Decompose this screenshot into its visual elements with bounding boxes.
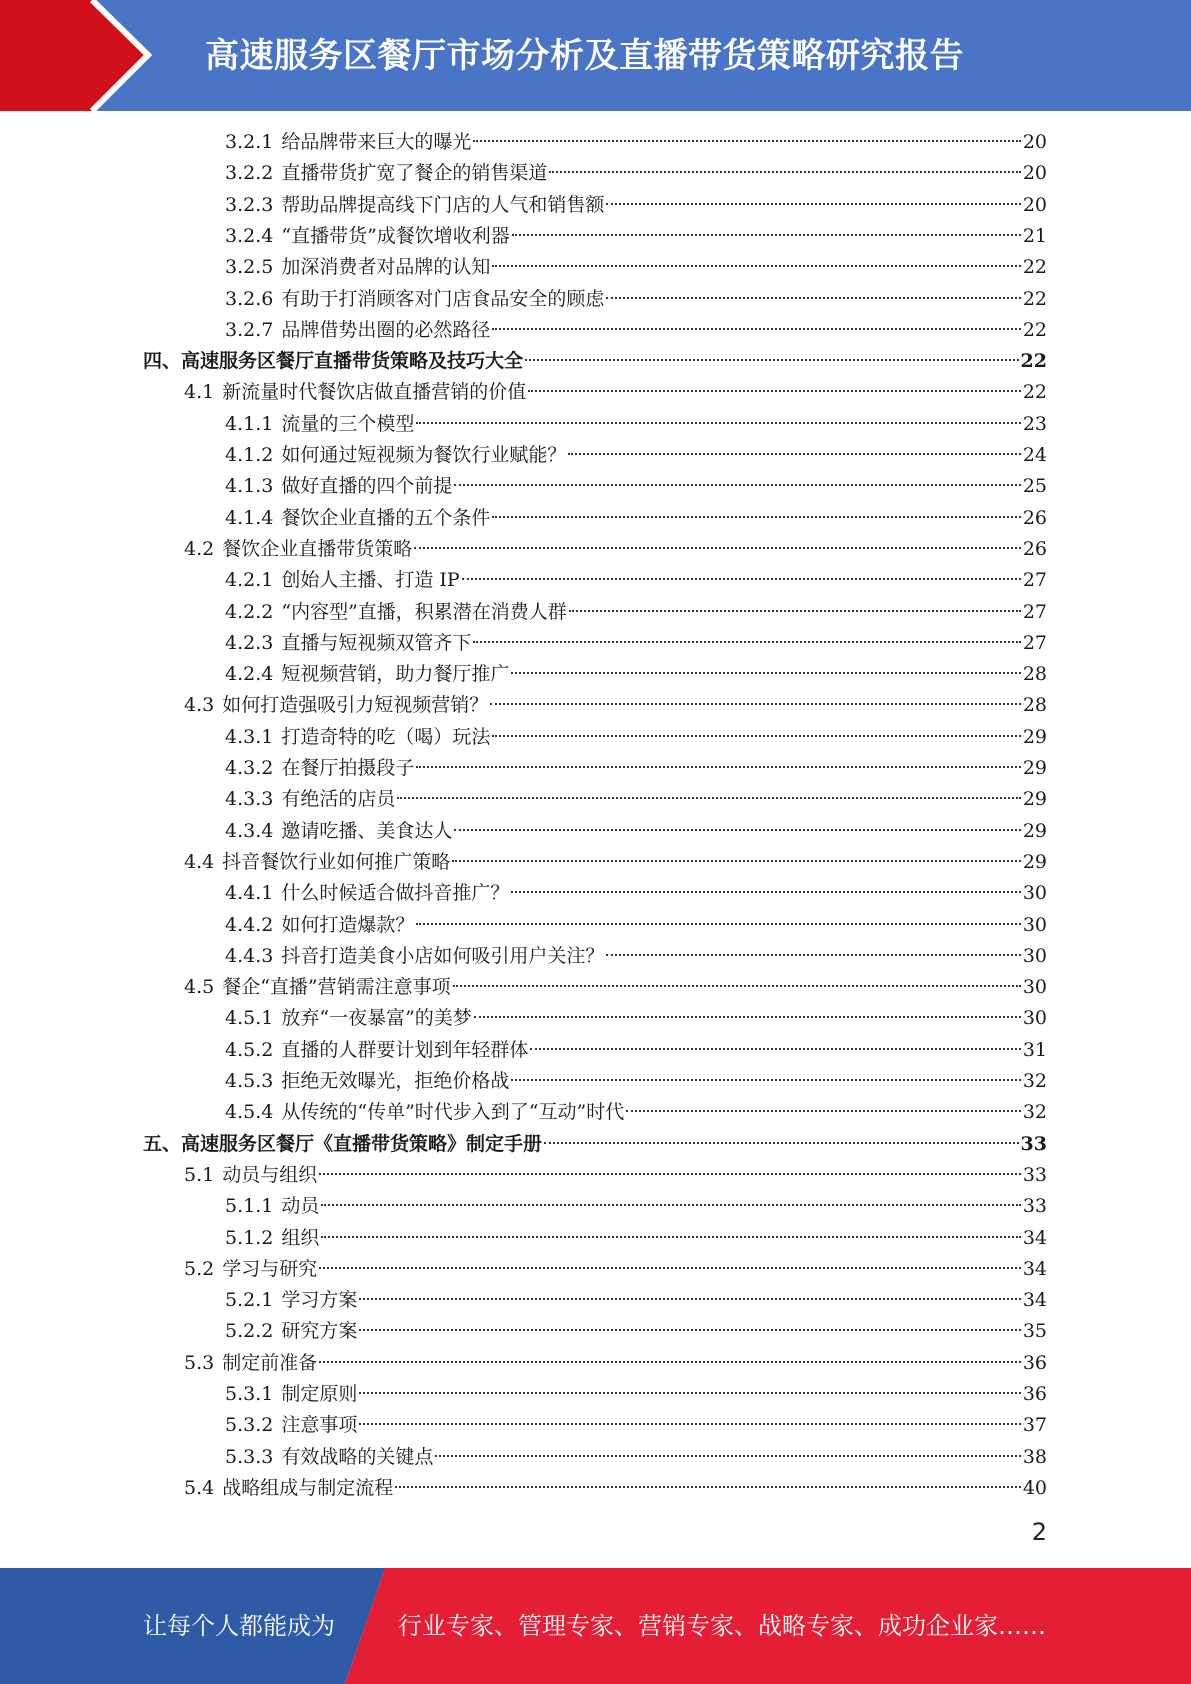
toc-entry-number: 5.3 xyxy=(184,1351,215,1374)
toc-entry[interactable] xyxy=(184,1348,1047,1378)
toc-entry-title: 拒绝无效曝光，拒绝价格战 xyxy=(281,1070,510,1092)
toc-entry[interactable] xyxy=(184,1254,1047,1284)
toc-leader-dots xyxy=(492,516,1020,518)
toc-leader-dots xyxy=(569,610,1021,612)
toc-entry-number: 3.2.7 xyxy=(225,318,274,341)
toc-entry[interactable] xyxy=(225,1285,1047,1315)
toc-entry-title: 新流量时代餐饮店做直播营销的价值 xyxy=(222,381,527,404)
toc-entry-title: 餐饮企业直播带货策略 xyxy=(222,537,413,560)
toc-entry[interactable] xyxy=(225,1035,1047,1065)
toc-entry-number: 4.5 xyxy=(184,976,215,999)
toc-entry-page: 29 xyxy=(1022,850,1047,873)
toc-leader-dots xyxy=(359,1392,1020,1394)
toc-entry[interactable] xyxy=(225,1316,1047,1346)
toc-entry-title: 做好直播的四个前提 xyxy=(281,475,453,498)
toc-entry-title: 抖音餐饮行业如何推广策略 xyxy=(222,850,451,873)
toc-entry-page: 34 xyxy=(1022,1226,1047,1249)
toc-entry-number: 4.5.2 xyxy=(225,1038,274,1061)
toc-entry-title: 餐企“直播”营销需注意事项 xyxy=(222,976,451,999)
toc-entry-title: 如何打造爆款？ xyxy=(281,913,415,936)
toc-entry-title: 从传统的“传单”时代步入到了“互动”时代 xyxy=(281,1101,625,1124)
toc-entry-title: “内容型”直播，积累潜在消费人群 xyxy=(281,600,567,623)
toc-entry[interactable] xyxy=(143,346,1047,376)
toc-entry-title: 学习方案 xyxy=(281,1289,358,1312)
toc-entry[interactable] xyxy=(225,284,1047,314)
page-number: 2 xyxy=(1031,1518,1047,1546)
toc-entry-title: 直播带货扩宽了餐企的销售渠道 xyxy=(281,162,548,185)
toc-entry-number: 5.4 xyxy=(184,1476,215,1499)
toc-entry-page: 20 xyxy=(1022,162,1047,185)
toc-entry-title: “直播带货”成餐饮增收利器 xyxy=(281,224,510,247)
toc-entry[interactable] xyxy=(184,847,1047,877)
toc-entry-number: 3.2.4 xyxy=(225,224,274,247)
toc-entry[interactable] xyxy=(184,534,1047,564)
toc-entry[interactable] xyxy=(225,127,1047,157)
toc-entry-page: 38 xyxy=(1022,1445,1047,1468)
footer-slogan-left: 让每个人都能成为 xyxy=(143,1612,335,1640)
toc-leader-dots xyxy=(359,1298,1020,1300)
header-banner xyxy=(0,0,1191,111)
toc-entry-number: 5.1.2 xyxy=(225,1226,274,1249)
toc-leader-dots xyxy=(414,547,1021,549)
toc-leader-dots xyxy=(416,422,1020,424)
toc-leader-dots xyxy=(490,703,1021,705)
toc-entry-number: 4.3.1 xyxy=(225,725,274,748)
toc-entry-number: 3.2.6 xyxy=(225,287,274,310)
toc-entry-page: 34 xyxy=(1022,1289,1047,1312)
toc-entry-title: 给品牌带来巨大的曝光 xyxy=(281,131,472,153)
toc-entry-page: 22 xyxy=(1020,350,1047,373)
toc-entry-title: 有效战略的关键点 xyxy=(281,1445,434,1468)
toc-entry-title: 有助于打消顾客对门店食品安全的顾虑 xyxy=(281,287,605,310)
toc-entry-title: 注意事项 xyxy=(281,1414,358,1437)
toc-entry[interactable] xyxy=(184,1473,1047,1503)
toc-entry-title: 帮助品牌提高线下门店的人气和销售额 xyxy=(281,193,605,216)
toc-entry-number: 5.3.1 xyxy=(225,1383,274,1405)
toc-leader-dots xyxy=(454,829,1020,831)
toc-leader-dots xyxy=(606,203,1020,205)
toc-leader-dots xyxy=(530,1048,1020,1050)
toc-entry-title: 直播的人群要计划到年轻群体 xyxy=(281,1038,529,1061)
toc-leader-dots xyxy=(511,1079,1020,1081)
toc-entry[interactable] xyxy=(225,158,1047,188)
toc-entry[interactable] xyxy=(225,753,1047,783)
toc-entry-number: 4.2.2 xyxy=(225,600,274,623)
toc-entry[interactable] xyxy=(225,221,1047,251)
toc-entry-number: 4.4.2 xyxy=(225,913,274,936)
toc-entry[interactable] xyxy=(225,628,1047,658)
toc-entry-page: 32 xyxy=(1022,1101,1047,1124)
toc-leader-dots xyxy=(359,1423,1020,1425)
toc-leader-dots xyxy=(319,1361,1021,1363)
toc-entry-number: 4.3.3 xyxy=(225,788,274,811)
toc-entry-title: 动员与组织 xyxy=(222,1163,318,1186)
toc-entry[interactable] xyxy=(184,972,1047,1002)
toc-entry-title: 放弃“一夜暴富”的美梦 xyxy=(281,1007,472,1030)
toc-leader-dots xyxy=(395,1486,1021,1488)
toc-leader-dots xyxy=(416,923,1020,925)
toc-entry[interactable] xyxy=(225,722,1047,752)
header-red-block xyxy=(0,0,148,111)
toc-entry-number: 4.3.4 xyxy=(225,819,274,842)
toc-entry-number: 4.1.3 xyxy=(225,475,274,498)
toc-entry-page: 22 xyxy=(1022,287,1047,310)
toc-entry-page: 30 xyxy=(1022,944,1047,967)
toc-entry-number: 4.2.4 xyxy=(225,663,274,686)
toc-entry[interactable] xyxy=(143,1129,1047,1159)
toc-entry[interactable] xyxy=(225,597,1047,627)
toc-leader-dots xyxy=(492,265,1020,267)
toc-entry[interactable] xyxy=(225,440,1047,470)
toc-entry-page: 27 xyxy=(1022,600,1047,623)
toc-leader-dots xyxy=(549,171,1020,173)
toc-entry[interactable] xyxy=(184,377,1047,407)
toc-leader-dots xyxy=(454,484,1020,486)
toc-entry-page: 29 xyxy=(1022,819,1047,842)
toc-entry-title: 餐饮企业直播的五个条件 xyxy=(281,506,491,529)
toc-entry-number: 4.1.4 xyxy=(225,506,274,529)
toc-entry-number: 4.1.1 xyxy=(225,412,274,435)
toc-entry-number: 4.1.2 xyxy=(225,444,274,466)
toc-entry-title: 制定原则 xyxy=(281,1383,358,1405)
toc-leader-dots xyxy=(453,985,1021,987)
toc-entry[interactable] xyxy=(225,784,1047,814)
toc-entry-title: 短视频营销，助力餐厅推广 xyxy=(281,663,510,686)
toc-entry-number: 4.2.3 xyxy=(225,631,274,654)
toc-entry-page: 34 xyxy=(1022,1257,1047,1280)
toc-entry[interactable] xyxy=(225,503,1047,533)
toc-leader-dots xyxy=(512,234,1021,236)
toc-entry-title: 如何通过短视频为餐饮行业赋能？ xyxy=(281,444,567,466)
toc-entry[interactable] xyxy=(225,1410,1047,1440)
toc-entry-title: 五、高速服务区餐厅《直播带货策略》制定手册 xyxy=(143,1132,543,1155)
toc-entry[interactable] xyxy=(225,315,1047,345)
toc-leader-dots xyxy=(319,1267,1021,1269)
toc-leader-dots xyxy=(397,797,1020,799)
toc-leader-dots xyxy=(359,1329,1020,1331)
toc-leader-dots xyxy=(511,891,1020,893)
toc-leader-dots xyxy=(525,359,1019,361)
toc-entry-number: 4.4.1 xyxy=(225,882,274,905)
toc-entry[interactable] xyxy=(184,690,1047,720)
toc-leader-dots xyxy=(626,1110,1021,1112)
toc-entry-title: 直播与短视频双管齐下 xyxy=(281,631,472,654)
toc-entry-title: 打造奇特的吃（喝）玩法 xyxy=(281,725,491,748)
toc-entry-page: 35 xyxy=(1022,1320,1047,1343)
toc-entry-title: 如何打造强吸引力短视频营销？ xyxy=(222,694,489,717)
toc-entry[interactable] xyxy=(184,1160,1047,1190)
toc-entry[interactable] xyxy=(225,1066,1047,1096)
toc-entry-page: 22 xyxy=(1022,318,1047,341)
toc-entry-page: 28 xyxy=(1022,694,1047,717)
toc-entry[interactable] xyxy=(225,910,1047,940)
toc-entry-page: 32 xyxy=(1022,1070,1047,1092)
toc-entry-number: 5.1 xyxy=(184,1163,215,1186)
toc-entry-title: 组织 xyxy=(281,1226,320,1249)
toc-entry-title: 加深消费者对品牌的认知 xyxy=(281,256,491,279)
toc-entry-title: 研究方案 xyxy=(281,1320,358,1343)
toc-entry-number: 5.1.1 xyxy=(225,1195,274,1218)
toc-entry-number: 5.3.2 xyxy=(225,1414,274,1437)
toc-leader-dots xyxy=(321,1236,1020,1238)
toc-entry-title: 有绝活的店员 xyxy=(281,788,396,811)
toc-entry-page: 29 xyxy=(1022,788,1047,811)
toc-entry-number: 4.2.1 xyxy=(225,569,274,592)
toc-entry-page: 27 xyxy=(1022,631,1047,654)
toc-entry-number: 5.2.2 xyxy=(225,1320,274,1343)
toc-leader-dots xyxy=(321,1204,1020,1206)
toc-leader-dots xyxy=(462,578,1021,580)
toc-entry[interactable] xyxy=(225,1003,1047,1033)
toc-entry[interactable] xyxy=(225,1379,1047,1409)
toc-leader-dots xyxy=(528,390,1021,392)
toc-entry-title: 流量的三个模型 xyxy=(281,412,415,435)
toc-leader-dots xyxy=(492,328,1020,330)
toc-entry-page: 29 xyxy=(1022,757,1047,779)
toc-entry-page: 22 xyxy=(1022,381,1047,404)
toc-entry-title: 战略组成与制定流程 xyxy=(222,1476,394,1499)
toc-leader-dots xyxy=(544,1142,1019,1144)
toc-entry[interactable] xyxy=(225,190,1047,220)
toc-entry-page: 40 xyxy=(1022,1476,1047,1499)
toc-entry-number: 5.3.3 xyxy=(225,1445,274,1468)
toc-leader-dots xyxy=(435,1455,1020,1457)
toc-entry-title: 动员 xyxy=(281,1195,320,1218)
toc-entry-page: 27 xyxy=(1022,569,1047,592)
toc-leader-dots xyxy=(492,735,1020,737)
toc-entry-number: 3.2.5 xyxy=(225,256,274,279)
toc-entry-page: 26 xyxy=(1022,537,1047,560)
toc-entry-page: 24 xyxy=(1022,444,1047,466)
toc-entry[interactable] xyxy=(225,252,1047,282)
toc-leader-dots xyxy=(568,453,1020,455)
toc-entry-title: 制定前准备 xyxy=(222,1351,318,1374)
toc-entry-title: 创始人主播、打造 IP xyxy=(281,569,460,592)
toc-entry[interactable] xyxy=(225,816,1047,846)
toc-entry[interactable] xyxy=(225,409,1047,439)
toc-entry-page: 31 xyxy=(1022,1038,1047,1061)
toc-leader-dots xyxy=(473,641,1020,643)
toc-leader-dots xyxy=(474,1016,1021,1018)
toc-entry[interactable] xyxy=(225,1223,1047,1253)
toc-leader-dots xyxy=(416,766,1020,768)
toc-entry-page: 25 xyxy=(1022,475,1047,498)
footer-slogan-right: 行业专家、管理专家、营销专家、战略专家、成功企业家…… xyxy=(398,1612,1046,1640)
toc-entry[interactable] xyxy=(225,1442,1047,1472)
toc-entry-number: 5.2.1 xyxy=(225,1289,274,1312)
toc-entry-title: 在餐厅拍摄段子 xyxy=(281,757,415,779)
toc-entry[interactable] xyxy=(225,878,1047,908)
toc-entry-page: 21 xyxy=(1022,224,1047,247)
toc-entry-page: 36 xyxy=(1022,1351,1047,1374)
toc-entry-number: 4.4.3 xyxy=(225,944,274,967)
toc-entry[interactable] xyxy=(225,1191,1047,1221)
toc-entry-page: 33 xyxy=(1020,1132,1047,1155)
toc-entry-page: 20 xyxy=(1022,193,1047,216)
toc-entry-title: 抖音打造美食小店如何吸引用户关注？ xyxy=(281,944,605,967)
toc-entry-number: 3.2.3 xyxy=(225,193,274,216)
toc-leader-dots xyxy=(319,1173,1021,1175)
toc-entry-page: 30 xyxy=(1022,1007,1047,1030)
toc-entry-title: 品牌借势出圈的必然路径 xyxy=(281,318,491,341)
toc-entry-number: 3.2.1 xyxy=(225,131,274,153)
footer-banner xyxy=(0,1568,1191,1684)
toc-entry-page: 22 xyxy=(1022,256,1047,279)
toc-entry[interactable] xyxy=(225,565,1047,595)
toc-leader-dots xyxy=(606,954,1020,956)
document-title: 高速服务区餐厅市场分析及直播带货策略研究报告 xyxy=(205,36,964,76)
toc-leader-dots xyxy=(473,140,1020,142)
toc-entry-number: 4.5.1 xyxy=(225,1007,274,1030)
toc-entry-page: 33 xyxy=(1022,1163,1047,1186)
toc-entry-page: 30 xyxy=(1022,913,1047,936)
toc-entry-title: 什么时候适合做抖音推广？ xyxy=(281,882,510,905)
toc-leader-dots xyxy=(511,672,1020,674)
toc-entry-page: 29 xyxy=(1022,725,1047,748)
toc-entry-number: 4.5.3 xyxy=(225,1070,274,1092)
toc-entry-number: 4.4 xyxy=(184,850,215,873)
toc-entry-number: 4.5.4 xyxy=(225,1101,274,1124)
toc-entry-title: 学习与研究 xyxy=(222,1257,318,1280)
toc-entry-page: 36 xyxy=(1022,1383,1047,1405)
toc-leader-dots xyxy=(452,860,1021,862)
toc-entry-number: 3.2.2 xyxy=(225,162,274,185)
toc-entry-page: 37 xyxy=(1022,1414,1047,1437)
toc-entry-title: 四、高速服务区餐厅直播带货策略及技巧大全 xyxy=(143,350,524,373)
toc-entry-page: 33 xyxy=(1022,1195,1047,1218)
toc-entry-page: 30 xyxy=(1022,976,1047,999)
toc-entry[interactable] xyxy=(225,941,1047,971)
toc-entry[interactable] xyxy=(225,1097,1047,1127)
toc-entry-number: 4.2 xyxy=(184,537,215,560)
toc-entry-number: 4.3 xyxy=(184,694,215,717)
toc-entry-page: 28 xyxy=(1022,663,1047,686)
toc-entry-page: 26 xyxy=(1022,506,1047,529)
toc-entry-page: 20 xyxy=(1022,131,1047,153)
toc-leader-dots xyxy=(606,297,1020,299)
toc-entry-page: 30 xyxy=(1022,882,1047,905)
toc-entry[interactable] xyxy=(225,471,1047,501)
toc-entry-number: 5.2 xyxy=(184,1257,215,1280)
toc-entry-title: 邀请吃播、美食达人 xyxy=(281,819,453,842)
toc-entry-number: 4.3.2 xyxy=(225,757,274,779)
toc-entry-page: 23 xyxy=(1022,412,1047,435)
toc-entry-number: 4.1 xyxy=(184,381,215,404)
toc-entry[interactable] xyxy=(225,659,1047,689)
